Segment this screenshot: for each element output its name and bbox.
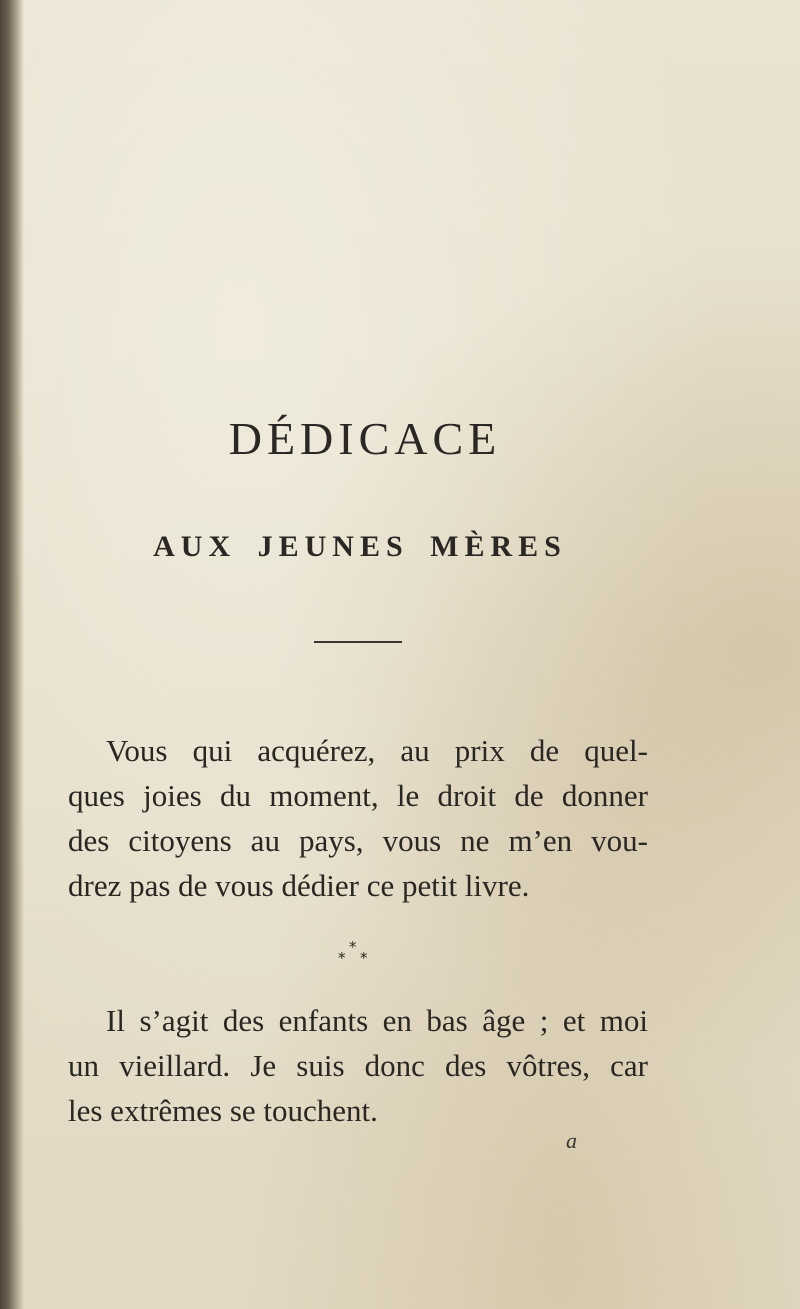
asterism-star: *	[338, 949, 346, 967]
paragraph-line: Il s’agit des enfants en bas âge ; et moi	[106, 1003, 648, 1038]
paragraph-line: des citoyens au pays, vous ne m’en vou-	[68, 823, 648, 858]
paragraph-line: les extrêmes se touchent.	[68, 1093, 378, 1128]
asterism-separator	[334, 938, 378, 968]
paragraph-line: Vous qui acquérez, au prix de quel-	[106, 733, 648, 768]
page-subtitle: AUX JEUNES MÈRES	[153, 530, 567, 563]
signature-mark: a	[566, 1128, 577, 1153]
paragraph-line: ques joies du moment, le droit de donner	[68, 778, 648, 813]
paragraph-dedication	[68, 728, 648, 908]
paragraph-line: un vieillard. Je suis donc des vôtres, car	[68, 1048, 648, 1083]
title-divider-rule	[314, 641, 402, 643]
paragraph-children	[68, 998, 648, 1133]
page-title: DÉDICACE	[228, 413, 502, 464]
book-spine-edge	[0, 0, 24, 1309]
asterism-star: *	[349, 938, 357, 956]
paragraph-line: drez pas de vous dédier ce petit livre.	[68, 868, 530, 903]
asterism-star: *	[360, 949, 368, 967]
